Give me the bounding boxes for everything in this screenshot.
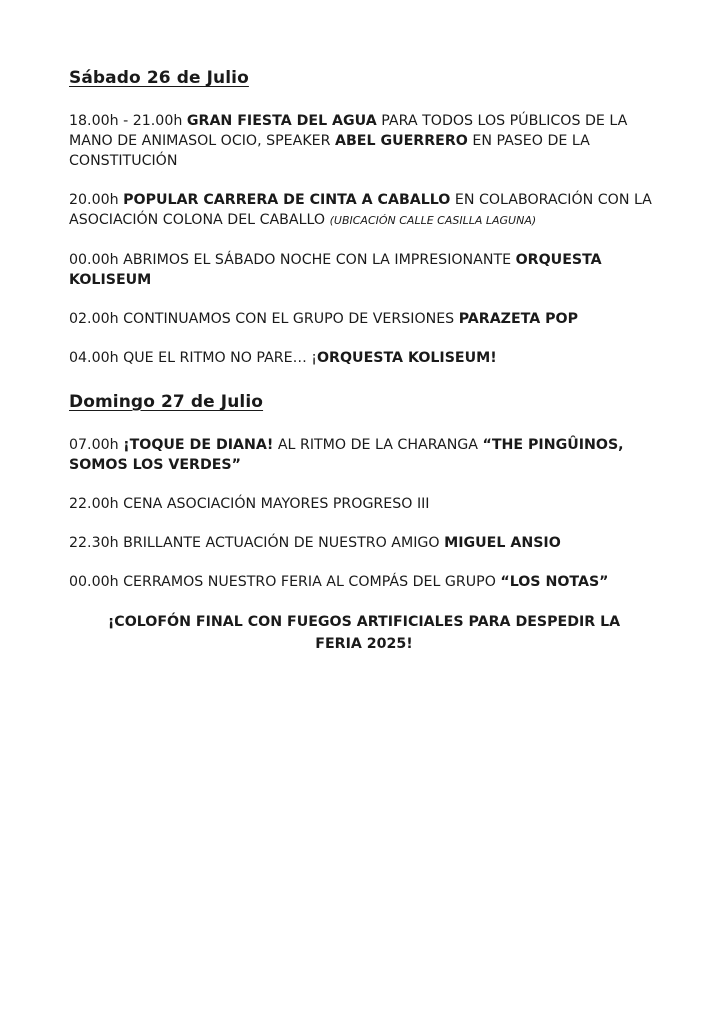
- location-note: (UBICACIÓN CALLE CASILLA LAGUNA): [329, 214, 537, 227]
- event-item: 02.00h CONTINUAMOS CON EL GRUPO DE VERSIONES PARAZETA POP: [69, 311, 579, 327]
- day-heading-sunday: Domingo 27 de Julio: [69, 392, 264, 412]
- event-item: 22.30h BRILLANTE ACTUACIÓN DE NUESTRO AMIGO MIGUEL ANSIO: [69, 535, 561, 551]
- event-item: 20.00h POPULAR CARRERA DE CINTA A CABALLO EN COLABORACIÓN CON LA ASOCIACIÓN COLONA DEL CABALLO (UBICACIÓN CALLE CASILLA LAGUNA): [69, 192, 652, 228]
- saturday-events: [69, 111, 659, 368]
- closing-announcement: ¡COLOFÓN FINAL CON FUEGOS ARTIFICIALES PARA DESPEDIR LA FERIA 2025!: [107, 614, 621, 652]
- event-item: 07.00h ¡TOQUE DE DIANA! AL RITMO DE LA CHARANGA “THE PINGÛINOS, SOMOS LOS VERDES”: [69, 437, 624, 473]
- event-item: 00.00h ABRIMOS EL SÁBADO NOCHE CON LA IMPRESIONANTE ORQUESTA KOLISEUM: [69, 252, 602, 288]
- event-item: 22.00h CENA ASOCIACIÓN MAYORES PROGRESO III: [69, 496, 430, 512]
- sunday-events: [69, 435, 659, 592]
- event-item: 00.00h CERRAMOS NUESTRO FERIA AL COMPÁS DEL GRUPO “LOS NOTAS”: [69, 574, 609, 590]
- event-item: 18.00h - 21.00h GRAN FIESTA DEL AGUA PARA TODOS LOS PÚBLICOS DE LA MANO DE ANIMASOL OCIO, SPEAKER ABEL GUERRERO EN PASEO DE LA CONSTITUCIÓN: [69, 113, 628, 169]
- event-item: 04.00h QUE EL RITMO NO PARE… ¡ORQUESTA KOLISEUM!: [69, 350, 497, 366]
- program-page: [69, 68, 659, 655]
- day-heading-saturday: Sábado 26 de Julio: [69, 68, 249, 88]
